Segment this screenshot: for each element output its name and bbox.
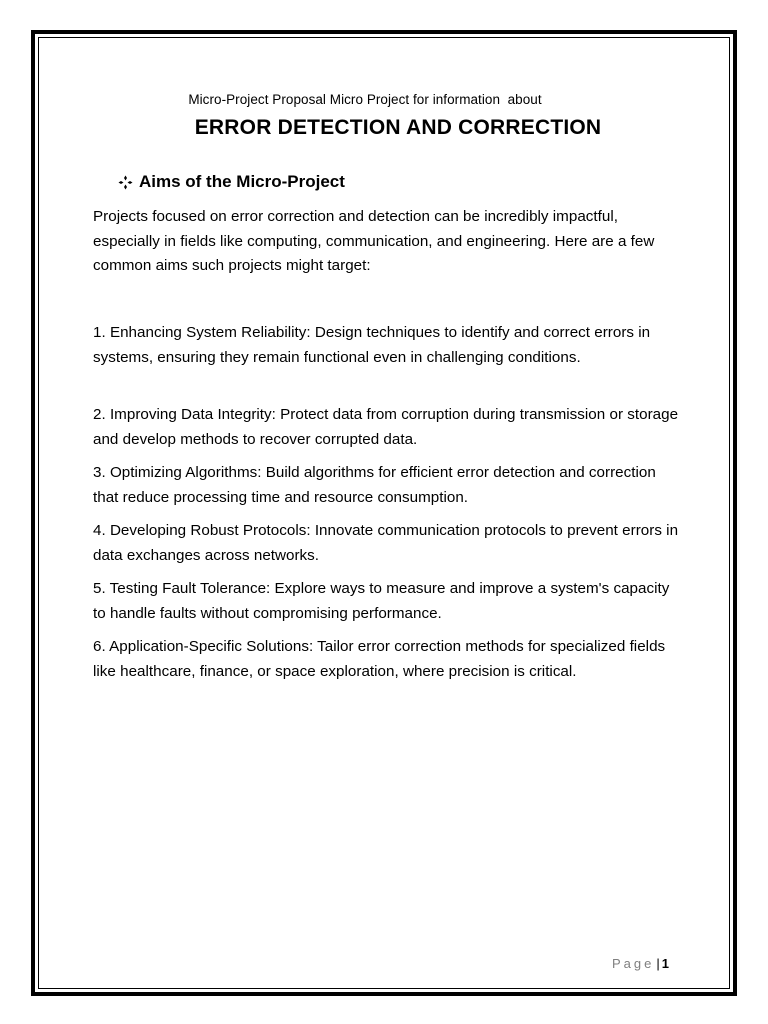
aim-item-4: 4. Developing Robust Protocols: Innovate communication protocols to prevent errors in data exchanges across networks. <box>93 522 679 564</box>
aim-item-6: 6. Application-Specific Solutions: Tailor error correction methods for specialized fields like healthcare, finance, or space exploration, where precision is critical. <box>93 638 666 680</box>
intro-paragraph: Projects focused on error correction and detection can be incredibly impactful, especially in fields like computing, communication, and engineering. Here are a few common aims such projects might target: <box>93 208 655 274</box>
document-title: ERROR DETECTION AND CORRECTION <box>194 116 602 139</box>
section-heading <box>118 172 345 192</box>
proposal-line: Micro-Project Proposal Micro Project for information about <box>188 92 542 107</box>
aim-item-5: 5. Testing Fault Tolerance: Explore ways to measure and improve a system's capacity to handle faults without compromising performance. <box>93 580 670 622</box>
section-heading-label: Aims of the Micro-Project <box>139 172 345 191</box>
aim-item-2: 2. Improving Data Integrity: Protect data from corruption during transmission or storage and develop methods to recover corrupted data. <box>93 406 679 448</box>
page-number: 1 <box>661 956 669 971</box>
aim-item-1: 1. Enhancing System Reliability: Design techniques to identify and correct errors in systems, ensuring they remain functional even in challenging conditions. <box>93 324 651 366</box>
aim-item-3: 3. Optimizing Algorithms: Build algorithms for efficient error detection and correction that reduce processing time and resource consumption. <box>93 464 656 506</box>
page-separator: | <box>656 956 660 971</box>
page-footer <box>612 956 669 971</box>
page-label: Page <box>612 956 655 971</box>
diamond-four-bullet-icon <box>118 175 133 190</box>
